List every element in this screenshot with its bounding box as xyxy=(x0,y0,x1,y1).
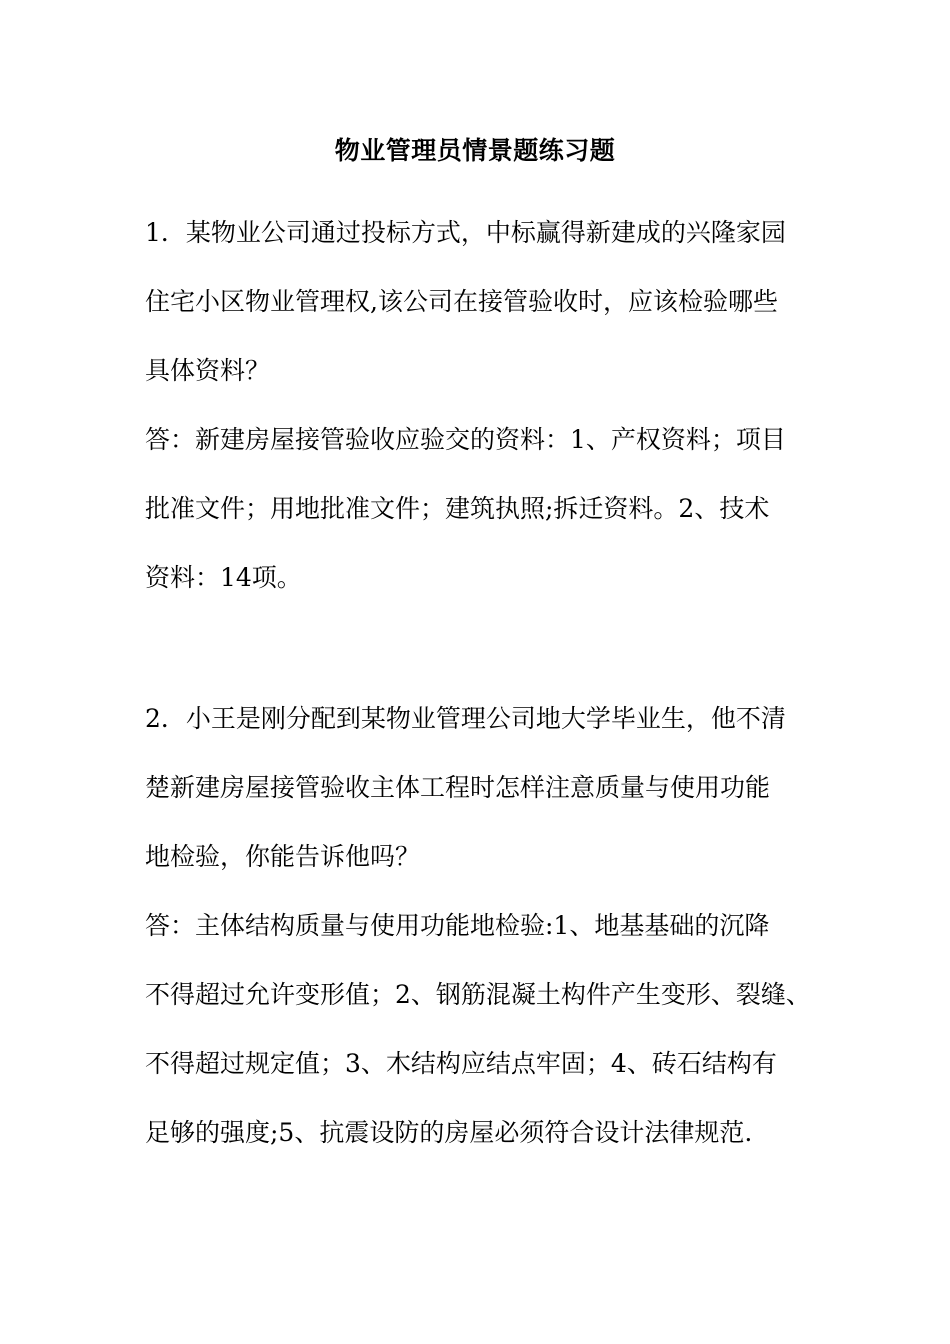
q1-question-line-3: 具体资料？ xyxy=(145,356,271,385)
q2-answer-line-3: 不得超过规定值；3、木结构应结点牢固；4、砖石结构有 xyxy=(145,1049,777,1078)
q2-answer-line-1: 答：主体结构质量与使用功能地检验:1、地基基础的沉降 xyxy=(145,911,770,940)
document-title: 物业管理员情景题练习题 xyxy=(334,136,616,165)
q2-question-line-2: 楚新建房屋接管验收主体工程时怎样注意质量与使用功能 xyxy=(145,773,771,802)
q2-question-line-3: 地检验，你能告诉他吗？ xyxy=(145,842,421,871)
q1-question-line-1: 1．某物业公司通过投标方式，中标赢得新建成的兴隆家园 xyxy=(145,218,786,247)
q2-answer-line-4: 足够的强度;5、抗震设防的房屋必须符合设计法律规范. xyxy=(145,1118,753,1147)
q1-answer-line-3: 资料：14项。 xyxy=(145,563,302,592)
q1-answer-line-1: 答：新建房屋接管验收应验交的资料：1、产权资料；项目 xyxy=(145,425,786,454)
q1-answer-line-2: 批准文件；用地批准文件；建筑执照;拆迁资料。2、技术 xyxy=(145,494,770,523)
q2-question-line-1: 2．小王是刚分配到某物业管理公司地大学毕业生，他不清 xyxy=(145,704,786,733)
q1-question-line-2: 住宅小区物业管理权,该公司在接管验收时，应该检验哪些 xyxy=(145,287,778,316)
q2-answer-line-2: 不得超过允许变形值；2、钢筋混凝土构件产生变形、裂缝、 xyxy=(145,980,811,1009)
